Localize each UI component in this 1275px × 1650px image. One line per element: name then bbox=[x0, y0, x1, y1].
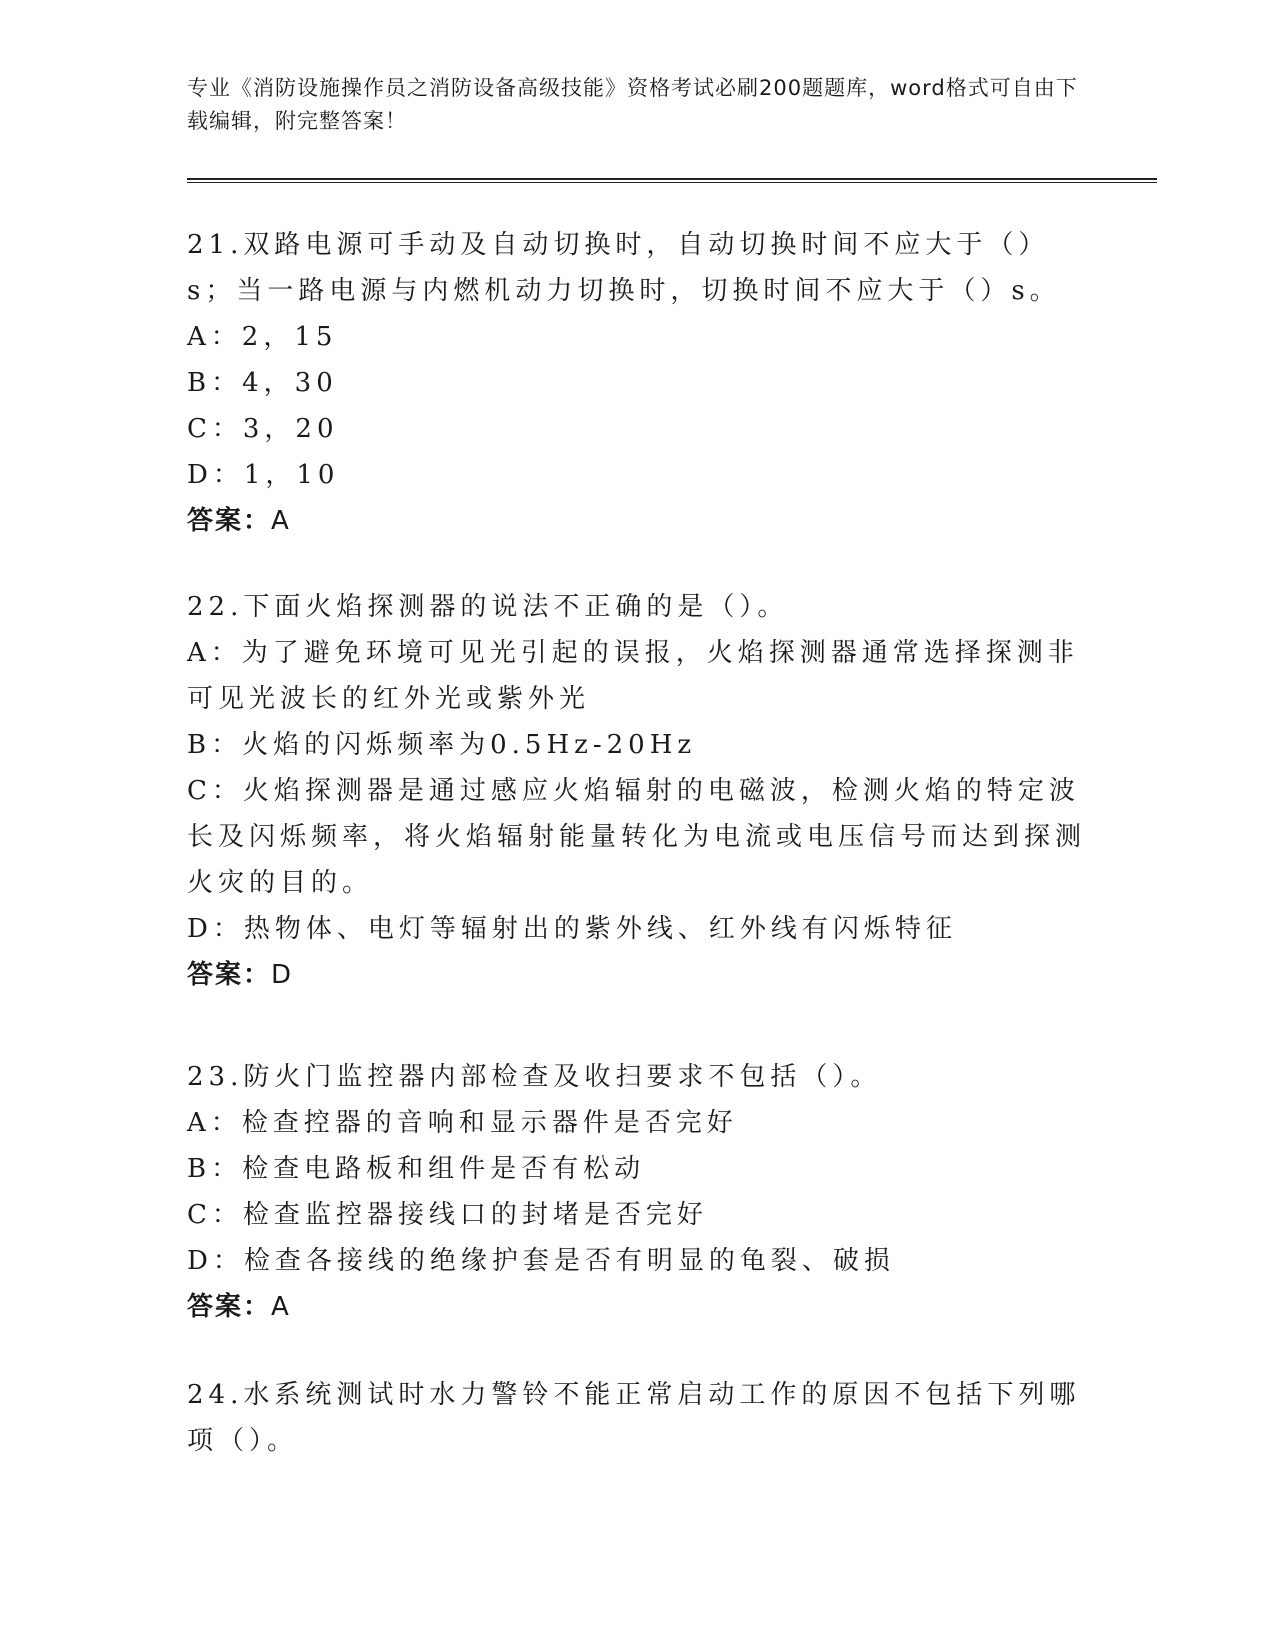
question-stem: 22.下面火焰探测器的说法不正确的是（）。 bbox=[187, 592, 789, 622]
answer-value: A bbox=[271, 1292, 291, 1322]
question-21 bbox=[187, 222, 1087, 544]
question-stem: 23.防火门监控器内部检查及收扫要求不包括（）。 bbox=[187, 1062, 882, 1092]
option-b: B：火焰的闪烁频率为0.5Hz-20Hz bbox=[187, 730, 697, 760]
question-22 bbox=[187, 584, 1087, 998]
option-c: C：3，20 bbox=[187, 414, 339, 444]
answer-label: 答案： bbox=[187, 1292, 272, 1322]
answer-value: D bbox=[271, 960, 294, 990]
option-b: B：4，30 bbox=[187, 368, 338, 398]
option-d: D：检查各接线的绝缘护套是否有明显的龟裂、破损 bbox=[187, 1246, 895, 1276]
option-a: A：检查控器的音响和显示器件是否完好 bbox=[187, 1108, 738, 1138]
option-c: C：检查监控器接线口的封堵是否完好 bbox=[187, 1200, 708, 1230]
question-24 bbox=[187, 1372, 1087, 1464]
question-stem: 24.水系统测试时水力警铃不能正常启动工作的原因不包括下列哪项（）。 bbox=[187, 1380, 1081, 1456]
option-a: A：为了避免环境可见光引起的误报，火焰探测器通常选择探测非可见光波长的红外光或紫外光 bbox=[187, 638, 1079, 714]
option-d: D：热物体、电灯等辐射出的紫外线、红外线有闪烁特征 bbox=[187, 914, 957, 944]
answer-value: A bbox=[271, 506, 291, 536]
question-23 bbox=[187, 1054, 1087, 1330]
question-stem: 21.双路电源可手动及自动切换时，自动切换时间不应大于（）s；当一路电源与内燃机动力切换时，切换时间不应大于（）s。 bbox=[187, 230, 1061, 306]
answer-label: 答案： bbox=[187, 960, 272, 990]
option-b: B：检查电路板和组件是否有松动 bbox=[187, 1154, 646, 1184]
option-d: D：1，10 bbox=[187, 460, 340, 490]
answer bbox=[187, 1284, 1087, 1330]
option-c: C：火焰探测器是通过感应火焰辐射的电磁波，检测火焰的特定波长及闪烁频率，将火焰辐射能量转化为电流或电压信号而达到探测火灾的目的。 bbox=[187, 776, 1087, 898]
header-divider bbox=[187, 178, 1157, 183]
answer-label: 答案： bbox=[187, 506, 272, 536]
document-header: 专业《消防设施操作员之消防设备高级技能》资格考试必刷200题题库，word格式可自由下载编辑，附完整答案！ bbox=[187, 76, 1078, 133]
answer bbox=[187, 498, 1087, 544]
option-a: A：2，15 bbox=[187, 322, 338, 352]
answer bbox=[187, 952, 1087, 998]
